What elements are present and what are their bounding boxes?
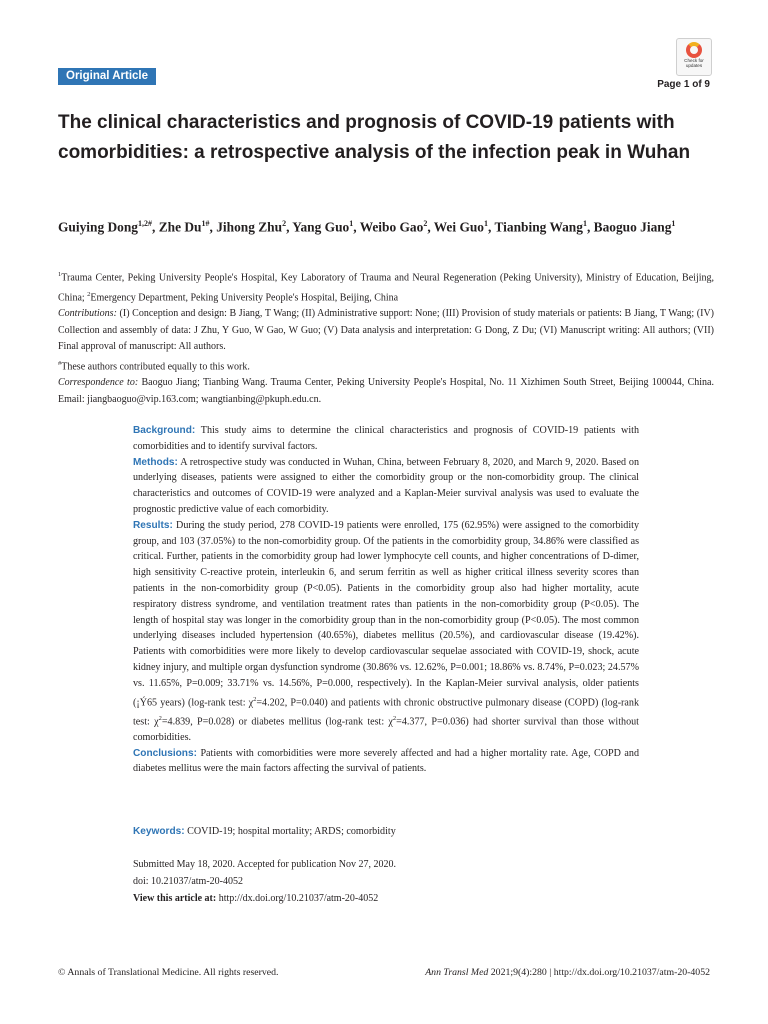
- keywords: Keywords: COVID-19; hospital mortality; ARDS; comorbidity: [133, 826, 396, 837]
- author-name: Jihong Zhu: [216, 219, 283, 235]
- equal-contribution-note: #These authors contributed equally to this work.: [58, 359, 250, 373]
- author-name: Weibo Gao: [359, 219, 424, 235]
- author-affil: 2: [282, 219, 287, 228]
- check-updates-label: Check for updates: [684, 58, 704, 68]
- correspondence-line: Correspondence to: Baoguo Jiang; Tianbing Wang. Trauma Center, Peking University People's Hospital, No. 11 Xizhimen South Street, Beijing 100044, China. Email: jiangbaoguo@vip.163.com; wangtianbing@pkuph.edu.cn.: [58, 377, 714, 405]
- author-name: Yang Guo: [292, 219, 350, 235]
- author-name: Zhe Du: [158, 219, 202, 235]
- author-affil: 1: [582, 219, 587, 228]
- author-name: Baoguo Jiang: [593, 219, 672, 235]
- article-title: The clinical characteristics and prognosis of COVID-19 patients with comorbidities: a retrospective analysis of the infection peak in Wuhan: [58, 112, 691, 163]
- page-number: Page 1 of 9: [657, 79, 710, 90]
- view-article-line: View this article at: http://dx.doi.org/10.21037/atm-20-4052: [133, 893, 379, 904]
- doi-line: doi: 10.21037/atm-20-4052: [133, 876, 243, 887]
- author-affil: 1: [671, 219, 676, 228]
- author-list: Guiying Dong$^{1,2\#}$, Zhe $Du^{1\#}$, Jihong Zhu$^2$, Yang Guo$^1$, Weibo Gao$^2$, Wei Guo$^1$, Tianbing Wang$^1$, Baoguo Jiang$^1$: [58, 219, 676, 235]
- abstract: [133, 423, 639, 777]
- check-updates-icon: [686, 42, 702, 58]
- footer-copyright: © Annals of Translational Medicine. All rights reserved.: [58, 967, 279, 978]
- author-affil: 1#: [201, 219, 210, 228]
- author-affil: 1,2#: [138, 219, 152, 228]
- author-name: Guiying Dong: [58, 219, 138, 235]
- contributions-line: Contributions: (I) Conception and design: B Jiang, T Wang; (II) Administrative support: None; (III) Provision of study materials or patients: B Jiang, T Wang; (IV) Collection and assembly of data: J Zhu, Y Guo, W Gao, W Guo; (V) Data analysis and interpretation: G Dong, Z Du; (VI) Manuscript writing: All authors; (VII) Final approval of manuscript: All authors.: [58, 308, 715, 353]
- author-affil: 2: [423, 219, 428, 228]
- check-for-updates-button[interactable]: [676, 38, 712, 76]
- author-affil: 1: [349, 219, 354, 228]
- submission-info: [133, 856, 639, 907]
- abstract-background: Background: This study aims to determine the clinical characteristics and prognosis of COVID-19 patients with comorbidities and to identify survival factors.: [133, 425, 639, 452]
- abstract-conclusions: Conclusions: Patients with comorbidities were more severely affected and had a higher mortality rate. Age, COPD and diabetes mellitus were the main factors affecting the survival of patients.: [133, 747, 639, 775]
- article-type-badge: Original Article: [58, 68, 156, 85]
- affiliation-line: $^1$Trauma Center, Peking University People's Hospital, Key Laboratory of Trauma and Neural Regeneration (Peking University), Ministry of Education, Beijing, China; $^2$Emergency Department, Peking University People's Hospital, Beijing, China: [58, 271, 714, 304]
- abstract-results: Results: During the study period, 278 COVID-19 patients were enrolled, 175 (62.95%) were assigned to the comorbidity group, and 103 (37.05%) to the non-comorbidity group. Of the patients in the comorbidity group, 34.86% were classified as critical. Further, patients in the comorbidity group had lower lymphocyte cell counts, and higher concentrations of D-dimer, high sensitivity C-reactive protein, interleukin 6, and serum ferritin as well as higher critical illness severity scores than patients in the non-comorbidity group (P<0.05). Patients in the comorbidity group also had higher mortality, acute respiratory distress syndrome, and ventilation treatment rates than patients in the non-comorbidity group (P<0.05). The length of hospital stay was longer in the comorbidity group than in the non-comorbidity group (P<0.05). The most common underlying diseases included hypertension (40.65%), diabetes mellitus (20.5%), and cardiovascular disease (19.42%). Patients with comorbidities were more likely to develop cardiovascular sequelae associated with COVID-19, shock, acute kidney injury, and multiple organ dysfunction syndrome (30.86% vs. 12.62%, P=0.001; 18.86% vs. 8.74%, P=0.023; 24.57% vs. 11.65%, P=0.009; 33.71% vs. 14.56%, P=0.000, respectively). In the Kaplan-Meier survival analysis, older patients (¡Ý65 years) (log-rank test: $\chi^2=4.202$, P=0.040) and patients with chronic obstructive pulmonary disease (COPD) (log-rank test: $\chi^2=4.839$, P=0.028) or diabetes mellitus (log-rank test: $\chi^2=4.377$, P=0.036) had shorter survival than those without comorbidities.: [133, 519, 640, 743]
- abstract-methods: Methods: A retrospective study was conducted in Wuhan, China, between February 8, 2020, and March 9, 2020. Based on underlying diseases, patients were assigned to either the comorbidity group or the non-comorbidity group. The clinical characteristics and outcomes of COVID-19 were analyzed and a Kaplan-Meier survival analysis was used to evaluate the prognostic predictive value of each comorbidity.: [133, 456, 639, 515]
- author-name: Wei Guo: [433, 219, 485, 235]
- affiliations-block: [58, 267, 714, 408]
- article-url-link[interactable]: http://dx.doi.org/10.21037/atm-20-4052: [218, 893, 379, 904]
- submission-dates: Submitted May 18, 2020. Accepted for publication Nov 27, 2020.: [133, 859, 397, 870]
- footer-citation: Ann Transl Med 2021;9(4):280 | http://dx.doi.org/10.21037/atm-20-4052: [425, 967, 710, 978]
- author-affil: 1: [484, 219, 489, 228]
- author-name: Tianbing Wang: [494, 219, 583, 235]
